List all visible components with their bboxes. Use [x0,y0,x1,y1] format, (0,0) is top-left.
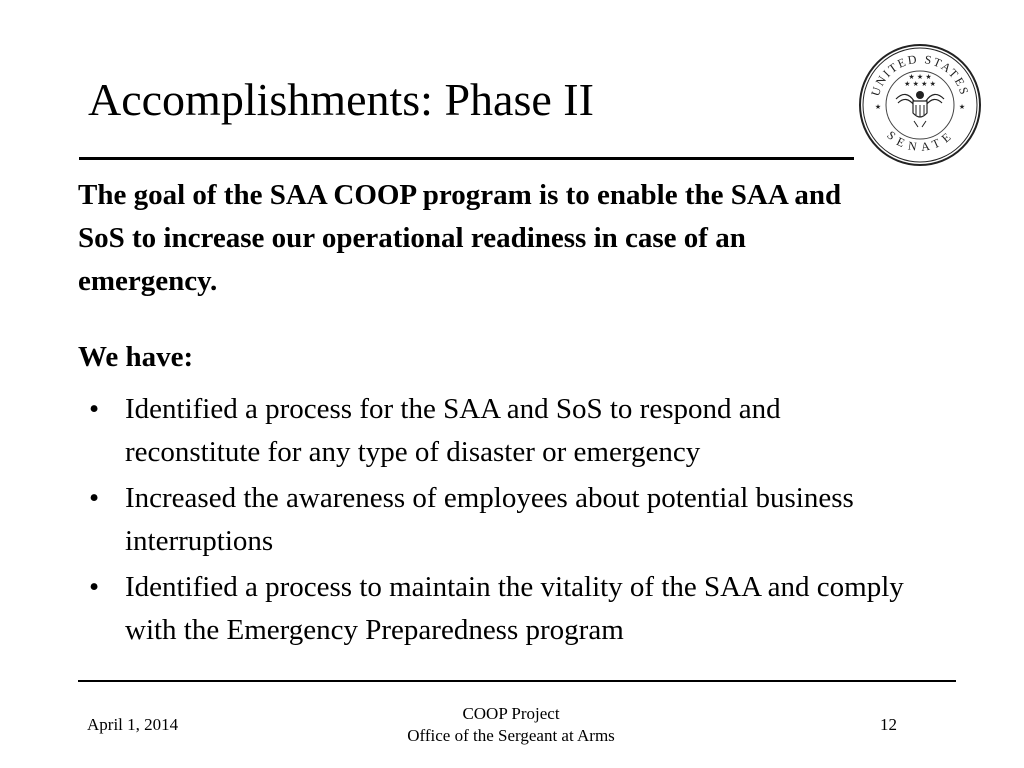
svg-text:★ ★ ★ ★: ★ ★ ★ ★ [904,80,936,88]
list-item [78,388,918,474]
footer-office-name: Office of the Sergeant at Arms [407,726,615,745]
bullet-icon: • [89,393,100,425]
footer-project-name: COOP Project [462,704,560,723]
we-have-heading: We have: [78,341,194,373]
footer-date: April 1, 2014 [87,715,179,734]
list-item [78,477,918,563]
footer-project [351,703,671,747]
accomplishment-list [78,388,918,655]
svg-text:★ ★ ★: ★ ★ ★ [908,73,932,81]
seal-top-text: UNITED STATES [868,51,972,98]
svg-text:★: ★ [958,103,966,111]
list-item [78,566,918,652]
list-item-text: Increased the awareness of employees about potential business interruptions [125,482,854,557]
goal-statement: The goal of the SAA COOP program is to enable the SAA and SoS to increase our operational readiness in case of an emergency. [78,179,842,297]
list-item-text: Identified a process for the SAA and SoS to respond and reconstitute for any type of disaster or emergency [125,393,781,468]
bullet-icon: • [89,571,100,603]
slide-number: 12 [880,715,897,734]
seal-bottom-text: SENATE [884,128,956,155]
bullet-icon: • [89,482,100,514]
svg-text:★: ★ [874,103,882,111]
slide-title: Accomplishments: Phase II [88,74,594,125]
svg-text:SENATE [884,128,955,154]
list-item-text: Identified a process to maintain the vitality of the SAA and comply with the Emergency Preparedness program [125,571,904,646]
senate-seal-icon [858,43,982,167]
title-divider [79,157,854,160]
footer-divider [78,680,956,682]
